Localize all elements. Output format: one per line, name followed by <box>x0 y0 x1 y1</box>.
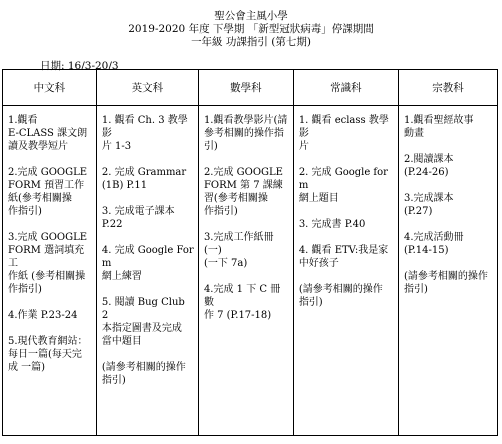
task-line: 作 7 (P.17-18) <box>203 310 272 321</box>
task-item <box>404 231 493 257</box>
task-line: 4.作業 P.23-24 <box>8 310 78 321</box>
school-name: 聖公會主風小學 <box>214 10 288 22</box>
task-item <box>404 153 493 179</box>
task-line: 網上題目 <box>298 193 339 204</box>
task-item <box>8 309 92 322</box>
task-item <box>102 361 194 387</box>
task-item <box>8 166 92 218</box>
task-line: 5.現代教育網站： <box>8 336 88 347</box>
task-item <box>204 231 289 270</box>
task-line: 1.觀看 <box>8 115 38 126</box>
task-line: FORM 選詞填充工 <box>8 245 85 269</box>
task-line: 1. 觀看 eclass 教學影 <box>298 115 389 139</box>
task-item <box>102 114 194 153</box>
task-line: 參考相關的操作指 <box>203 128 284 139</box>
task-item <box>299 283 394 309</box>
task-line: (P.14-15) <box>404 245 449 256</box>
task-line: 2.完成 GOOGLE <box>8 167 88 178</box>
column-header-english: 英文科 <box>96 70 198 106</box>
task-line: 3. 完成書 P.40 <box>298 219 366 230</box>
task-line: 本指定圖書及完成 <box>101 323 182 334</box>
column-header-general-studies: 常識科 <box>293 70 398 106</box>
task-line: 1.觀看聖經故事 <box>404 115 474 126</box>
task-item <box>299 166 394 205</box>
task-line: 2.閱讀課本 <box>404 154 454 165</box>
column-header-religion: 宗教科 <box>399 70 498 106</box>
task-line: 作指引) <box>8 206 42 217</box>
task-line: (請參考相關的操作 <box>298 284 383 295</box>
task-item <box>299 114 394 153</box>
table-header-row <box>3 70 498 106</box>
task-line: 引) <box>203 141 218 152</box>
task-line: 指引) <box>404 284 428 295</box>
task-line: 紙(參考相關操 <box>8 193 72 204</box>
task-line: 4. 完成 Google Form <box>101 245 194 269</box>
cell-general-studies <box>293 106 398 436</box>
task-item <box>204 283 289 322</box>
grade-title: 一年級 功課指引 (第七期) <box>191 36 311 48</box>
task-line: 3.完成 GOOGLE <box>8 232 88 243</box>
task-line: 讀及教學短片 <box>8 141 68 152</box>
task-line: FORM 預習工作 <box>8 180 85 191</box>
task-item <box>204 114 289 153</box>
table-row <box>3 106 498 436</box>
task-line: E-CLASS 課文朗 <box>8 128 88 139</box>
task-item <box>8 231 92 296</box>
task-item <box>299 218 394 231</box>
cell-chinese <box>3 106 97 436</box>
task-item <box>102 244 194 283</box>
cell-english <box>96 106 198 436</box>
task-line: P.22 <box>101 219 123 230</box>
task-line: (請參考相關的操作 <box>404 271 488 282</box>
task-item <box>102 166 194 192</box>
task-line: 作紙 (參考相關操 <box>8 271 86 282</box>
task-item <box>404 192 493 218</box>
term-title: 2019-2020 年度 下學期 「新型冠狀病毒」停課期間 <box>128 23 374 35</box>
task-line: (P.24-26) <box>404 167 449 178</box>
task-line: 2. 完成 Grammar <box>101 167 187 178</box>
task-line: (一下 7a) <box>203 258 248 269</box>
task-item <box>8 114 92 153</box>
task-item <box>204 166 289 218</box>
column-header-math: 數學科 <box>198 70 293 106</box>
task-line: 指引) <box>298 297 323 308</box>
cell-math <box>198 106 293 436</box>
task-line: 動畫 <box>404 128 424 139</box>
task-line: 4.完成活動冊 <box>404 232 464 243</box>
task-item <box>404 270 493 296</box>
task-line: 作指引) <box>203 206 238 217</box>
task-line: 指引) <box>101 375 126 386</box>
task-line: 5. 閱讀 Bug Club 2 <box>101 297 185 321</box>
task-line: 作指引) <box>8 284 42 295</box>
date-range: 日期: 16/3-20/3 <box>40 60 119 72</box>
task-line: 當中題目 <box>101 336 142 347</box>
task-line: 3. 完成電子課本 <box>101 206 175 217</box>
homework-table <box>2 69 498 436</box>
task-line: 2.完成 GOOGLE <box>203 167 283 178</box>
task-line: 4. 觀看 ETV:我是家 <box>298 245 389 256</box>
task-line: 中好孩子 <box>298 258 339 269</box>
cell-religion <box>399 106 498 436</box>
task-line: (請參考相關的操作 <box>101 362 186 373</box>
task-item <box>102 296 194 348</box>
task-line: 3.完成課本 <box>404 193 454 204</box>
task-line: (P.27) <box>404 206 433 217</box>
task-line: 網上練習 <box>101 271 142 282</box>
task-line: (1B) P.11 <box>101 180 148 191</box>
task-line: 3.完成工作紙冊(一) <box>203 232 274 256</box>
column-header-chinese: 中文科 <box>3 70 97 106</box>
task-line: 片 1-3 <box>101 141 132 152</box>
task-item <box>102 205 194 231</box>
task-line: 成 一篇) <box>8 362 46 373</box>
task-line: 片 <box>298 141 309 152</box>
task-line: 習(參考相關操 <box>203 193 268 204</box>
task-item <box>299 244 394 270</box>
document-header <box>0 10 502 49</box>
task-line: 4.完成 1 下 C 冊數 <box>203 284 281 308</box>
task-item <box>404 114 493 140</box>
task-line: FORM 第 7 課練 <box>203 180 283 191</box>
task-line: 每日一篇(每天完 <box>8 349 82 360</box>
task-line: 2. 完成 Google form <box>298 167 388 191</box>
task-line: 1.觀看教學影片(請 <box>203 115 288 126</box>
task-line: 1. 觀看 Ch. 3 教學影 <box>101 115 188 139</box>
task-item <box>8 335 92 374</box>
